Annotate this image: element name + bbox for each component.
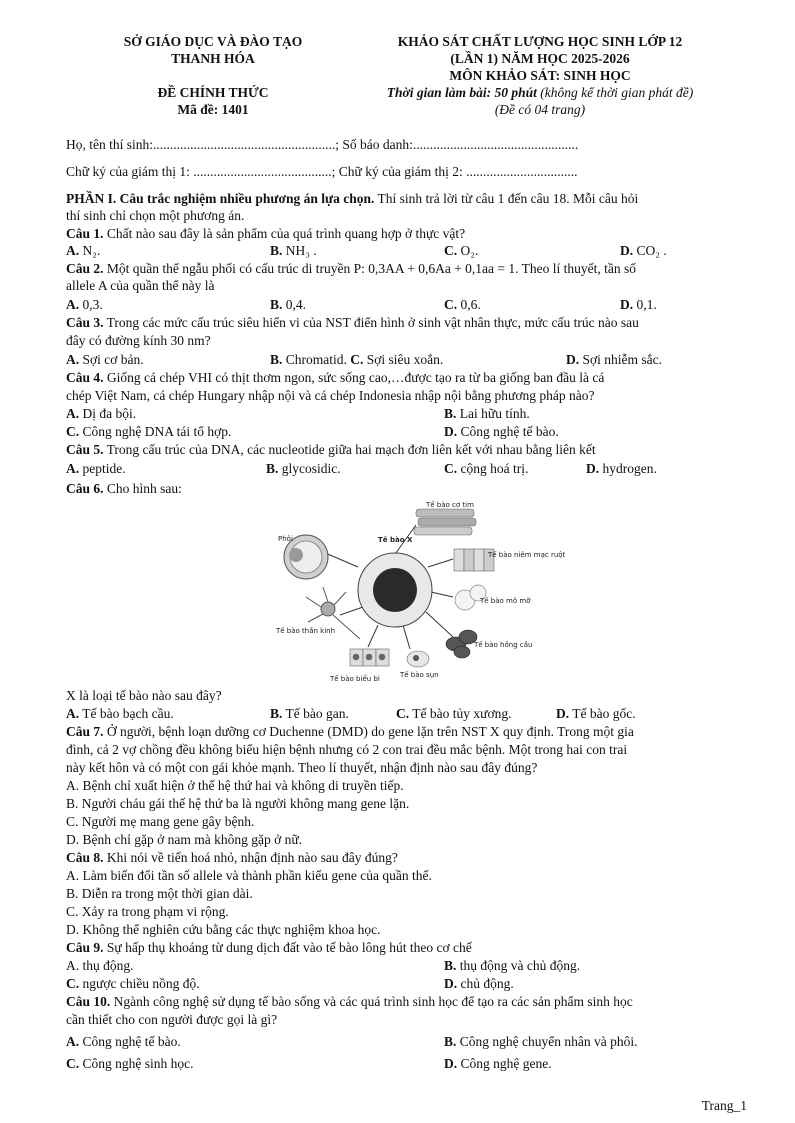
question-7-option-b: B. Người cháu gái thế hệ thứ ba là người không mang gene lặn. — [66, 796, 410, 811]
page-count: (Đề có 04 trang) — [494, 102, 586, 117]
question-8-option-d: D. Không thể nghiên cứu bằng các thực nghiệm khoa học. — [66, 922, 381, 937]
label-embryo: Phôi — [278, 535, 293, 543]
label-muscle: Tế bào cơ tim — [426, 501, 474, 509]
question-9: Câu 9. Sự hấp thụ khoáng từ dung dịch đất vào tế bào lông hút theo cơ chế — [66, 940, 472, 955]
question-7-option-d: D. Bệnh chỉ gặp ở nam mà không gặp ở nữ. — [66, 832, 303, 847]
exam-subject: MÔN KHẢO SÁT: SINH HỌC — [449, 68, 631, 83]
cartilage-cell-icon — [407, 651, 429, 667]
question-2: Câu 2. Một quần thể ngẫu phối có cấu trúc di truyền P: 0,3AA + 0,6Aa + 0,1aa = 1. Theo lí thuyết, tần số — [66, 261, 637, 276]
question-7-option-c: C. Người mẹ mang gene gây bệnh. — [66, 814, 255, 829]
label-epidermis: Tế bào biểu bì — [330, 675, 380, 683]
exam-round: (LẦN 1) NĂM HỌC 2025-2026 — [450, 51, 630, 66]
department-name: SỞ GIÁO DỤC VÀ ĐÀO TẠO — [123, 34, 303, 49]
question-3: Câu 3. Trong các mức cấu trúc siêu hiển vi của NST điển hình ở sinh vật nhân thực, mức cấu trúc nào sau — [66, 315, 639, 330]
label-cartilage: Tế bào sụn — [400, 671, 439, 679]
question-8: Câu 8. Khi nói về tiến hoá nhỏ, nhận định nào sau đây đúng? — [66, 850, 398, 865]
cell-x-nucleus-icon — [373, 568, 417, 612]
question-5: Câu 5. Trong cấu trúc của DNA, các nucleotide giữa hai mạch đơn liên kết với nhau bằng liên kết — [66, 442, 596, 457]
part1-desc: thí sinh chỉ chọn một phương án. — [66, 208, 245, 223]
stem-cell-diagram — [268, 497, 566, 685]
header-left — [88, 33, 338, 118]
exam-page: SỞ GIÁO DỤC VÀ ĐÀO TẠO THANH HÓA ĐỀ CHÍNH THỨC Mã đề: 1401 KHẢO SÁT CHẤT LƯỢNG HỌC SINH LỚP 12 (LẦN 1) NĂM HỌC 2025-2026 MÔN KHẢO SÁT: SINH HỌC Thời gian làm bài: 50 phút (không kể thời gian phát đề) (Đề có 04 trang) Họ, tên thí sinh:......................................................; Số báo danh:................................................. Chữ ký của giám thị 1: .........................................; Chữ ký của giám thị 2: ................................. PHẦN I. Câu trắc nghiệm nhiều phương án lựa chọn. Thí sinh trả lời từ câu 1 đến câu 18. Mỗi câu hỏi thí sinh chỉ chọn một phương án. Câu 1. Chất nào sau đây là sản phẩm của quá trình quang hợp ở thực vật? A. N₂. B. NH₃ . C. O₂. D. CO₂ . Câu 2. Một quần thể ngẫu phối có cấu trúc di truyền P: 0,3AA + 0,6Aa + 0,1aa = 1. Theo lí thuyết, tần số allele A của quần thể này là A. 0,3. B. 0,4. C. 0,6. D. 0,1. Câu 3. Trong các mức cấu trúc siêu hiển vi của NST điển hình ở sinh vật nhân thực, mức cấu trúc nào sau đây có đường kính 30 nm? A. Sợi cơ bản. B. Chromatid. C. Sợi siêu xoắn. D. Sợi nhiễm sắc. Câu 4. Giống cá chép VHI có thịt thơm ngon, sức sống cao,…được tạo ra từ ba giống ban đầu là cá chép Việt Nam, cá chép Hungary nhập nội và cá chép Indonesia nhập nội bằng phương pháp nào? A. Dị đa bội. B. Lai hữu tính. C. Công nghệ DNA tái tổ hợp. D. Công nghệ tế bào. Câu 5. Trong cấu trúc của DNA, các nucleotide giữa hai mạch đơn liên kết với nhau bằng liên kết A. peptide. B. glycosidic. C. cộng hoá trị. D. hydrogen. Câu 6. Cho hình sau: Tế bào cơ tim Phôi Tế bào X Tế bào niêm mạc ruột Tế bào mô mỡ Tế bào hồng cầu Tế bào sụn Tế bào biểu bì Tế bào thần kinh X là loại tế bào nào sau đây? A. Tế bào bạch cầu. B. Tế bào gan. C. Tế bào tủy xương. D. Tế bào gốc. Câu 7. Ở người, bệnh loạn dưỡng cơ Duchenne (DMD) do gene lặn trên NST X quy định. Trong một gia đình, cả 2 vợ chồng đều không biểu hiện bệnh nhưng có 2 con trai đều mắc bệnh. Một trong hai con trai này kết hôn và có một con gái khỏe mạnh. Theo lí thuyết, nhận định nào sau đây đúng? A. Bệnh chỉ xuất hiện ở thế hệ thứ hai và không di truyền tiếp. B. Người cháu gái thế hệ thứ ba là người không mang gene lặn. C. Người mẹ mang gene gây bệnh. D. Bệnh chỉ gặp ở nam mà không gặp ở nữ. Câu 8. Khi nói về tiến hoá nhỏ, nhận định nào sau đây đúng? A. Làm biến đổi tần số allele và thành phần kiểu gene của quần thể. B. Diễn ra trong một thời gian dài. C. Xảy ra trong phạm vi rộng. D. Không thể nghiên cứu bằng các thực nghiệm khoa học. Câu 9. Sự hấp thụ khoáng từ dung dịch đất vào tế bào lông hút theo cơ chế A. thụ động. B. thụ động và chủ động. C. ngược chiều nồng độ. D. chủ động. Câu 10. Ngành công nghệ sử dụng tế bào sống và các quá trình sinh học để tạo ra các sản phẩm sinh học cần thiết cho con người được gọi là gì? A. Công nghệ tế bào. B. Công nghệ chuyển nhân và phôi. C. Công nghệ sinh học. D. Công nghệ gene. Trang_1 — [0, 0, 795, 1123]
epidermis-cell-icon — [350, 649, 389, 666]
label-cell-x: Tế bào X — [378, 536, 413, 544]
exam-duration: Thời gian làm bài: 50 phút (không kể thời gian phát đề) — [386, 85, 694, 100]
question-7-cont2: này kết hôn và có một con gái khỏe mạnh. Theo lí thuyết, nhận định nào sau đây đúng? — [66, 760, 538, 775]
province-name: THANH HÓA — [171, 51, 255, 66]
question-10: Câu 10. Ngành công nghệ sử dụng tế bào sống và các quá trình sinh học để tạo ra các sản phẩm sinh học — [66, 994, 633, 1009]
question-1: Câu 1. Chất nào sau đây là sản phẩm của quá trình quang hợp ở thực vật? — [66, 226, 466, 241]
question-6: Câu 6. Cho hình sau: — [66, 481, 182, 496]
question-8-option-c: C. Xảy ra trong phạm vi rộng. — [66, 904, 229, 919]
muscle-cell-icon — [414, 509, 476, 535]
question-7: Câu 7. Ở người, bệnh loạn dưỡng cơ Duchenne (DMD) do gene lặn trên NST X quy định. Trong một gia — [66, 724, 634, 739]
label-rbc: Tế bào hồng cầu — [474, 641, 533, 649]
question-3-cont: đây có đường kính 30 nm? — [66, 333, 211, 348]
question-4-cont: chép Việt Nam, cá chép Hungary nhập nội và cá chép Indonesia nhập nội bằng phương pháp nào? — [66, 388, 595, 403]
signature-line: Chữ ký của giám thị 1: .........................................; Chữ ký của giám thị 2: ................................. — [66, 164, 578, 179]
question-2-cont: allele A của quần thể này là — [66, 278, 215, 293]
official-label: ĐỀ CHÍNH THỨC — [157, 85, 269, 100]
label-neuron: Tế bào thần kinh — [276, 627, 336, 635]
question-10-cont: cần thiết cho con người được gọi là gì? — [66, 1012, 278, 1027]
exam-title: KHẢO SÁT CHẤT LƯỢNG HỌC SINH LỚP 12 — [397, 34, 683, 49]
part1-heading: PHẦN I. Câu trắc nghiệm nhiều phương án lựa chọn. Thí sinh trả lời từ câu 1 đến câu 18. Mỗi câu hỏi — [66, 191, 639, 206]
question-8-option-b: B. Diễn ra trong một thời gian dài. — [66, 886, 253, 901]
page-number: Trang_1 — [701, 1098, 747, 1113]
label-fat: Tế bào mô mỡ — [480, 597, 531, 605]
header-right — [330, 33, 750, 118]
exam-code: Mã đề: 1401 — [177, 102, 249, 117]
question-7-option-a: A. Bệnh chỉ xuất hiện ở thế hệ thứ hai và không di truyền tiếp. — [66, 778, 404, 793]
question-7-cont: đình, cả 2 vợ chồng đều không biểu hiện bệnh nhưng có 2 con trai đều mắc bệnh. Một trong hai con trai — [66, 742, 628, 757]
candidate-line: Họ, tên thí sinh:......................................................; Số báo danh:................................................. — [66, 137, 579, 152]
question-6-prompt: X là loại tế bào nào sau đây? — [66, 688, 222, 703]
question-4: Câu 4. Giống cá chép VHI có thịt thơm ngon, sức sống cao,…được tạo ra từ ba giống ban đầu là cá — [66, 370, 605, 385]
label-intestine: Tế bào niêm mạc ruột — [488, 551, 566, 559]
question-8-option-a: A. Làm biến đổi tần số allele và thành phần kiểu gene của quần thể. — [66, 868, 432, 883]
